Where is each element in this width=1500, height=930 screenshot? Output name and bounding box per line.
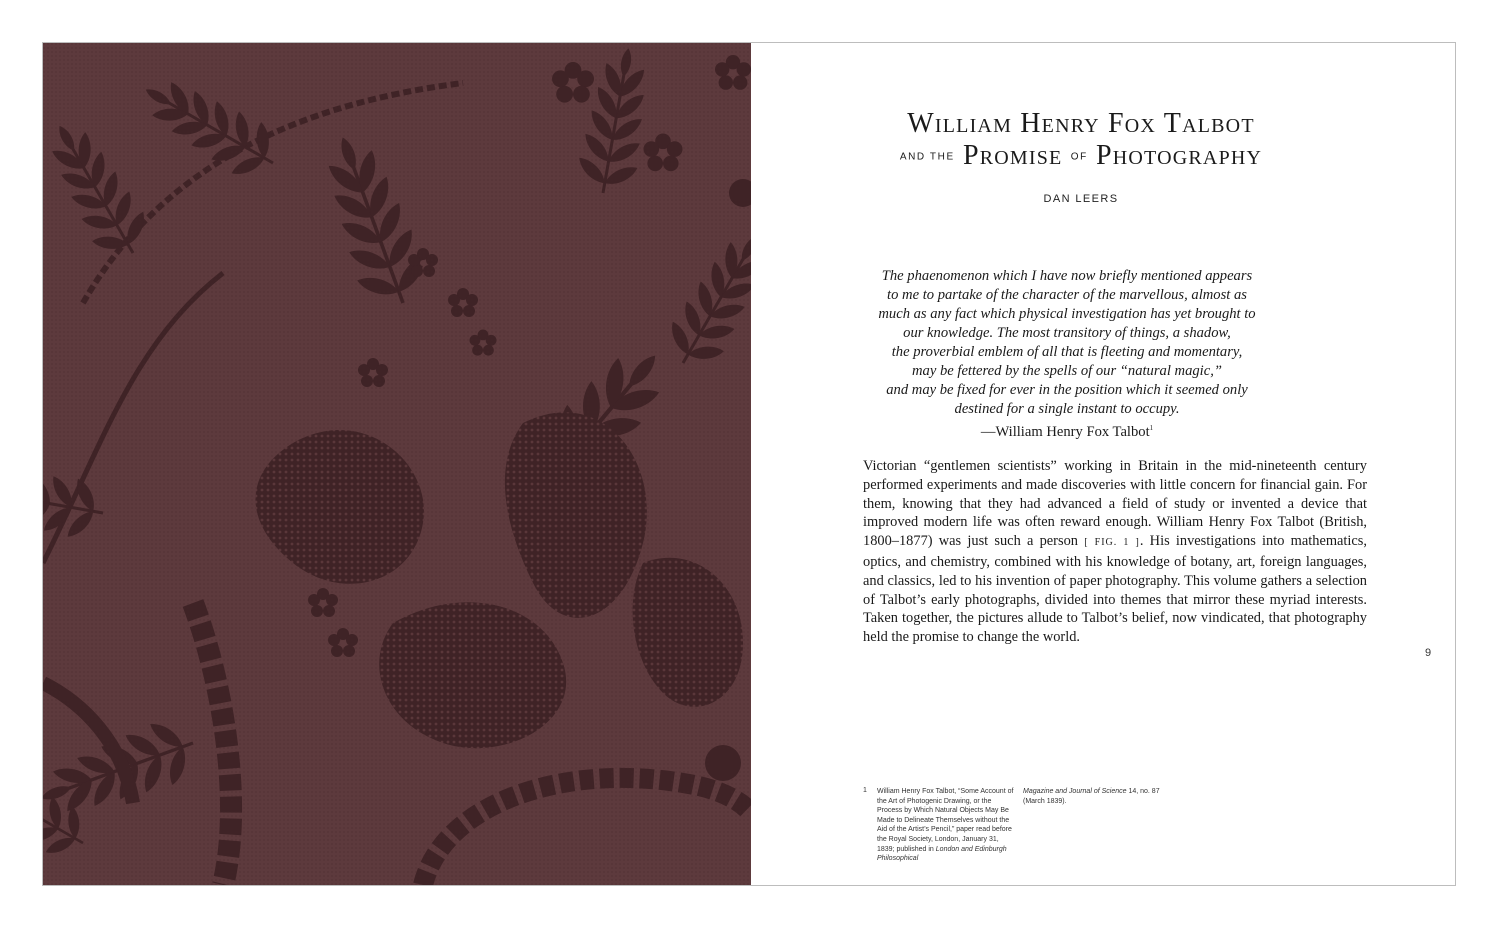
title-line-2: [751, 139, 1411, 175]
attribution-text: —William Henry Fox Talbot: [980, 423, 1150, 440]
title-promise: Promise: [962, 140, 1063, 171]
footnote-column-2: [1023, 787, 1163, 806]
footnote-number: 1: [863, 787, 867, 794]
lace-pattern-image: [43, 43, 751, 885]
epigraph-line: may be fettered by the spells of our “natural magic,”: [912, 363, 1222, 379]
epigraph-quote: [817, 267, 1317, 442]
footnote-column-1: [877, 787, 1017, 864]
title-line-1: [751, 107, 1411, 141]
footnote-text-cont: 14, no. 87 (March 1839).: [1023, 788, 1160, 805]
footnote-italic-title: London and Edinburgh Philosophical: [877, 845, 1007, 863]
title-main: William Henry Fox Talbot: [907, 108, 1255, 139]
body-paragraph: [863, 457, 1367, 647]
epigraph-line: and may be fixed for ever in the position which it seemed only: [886, 382, 1248, 398]
epigraph-line: much as any fact which physical investigation has yet brought to: [878, 306, 1256, 322]
figure-reference: [ FIG. 1 ]: [1084, 537, 1140, 549]
title-and-the: AND THE: [899, 151, 955, 163]
epigraph-line: to me to partake of the character of the marvellous, almost as: [887, 287, 1247, 303]
epigraph-line: the proverbial emblem of all that is fleeting and momentary,: [891, 344, 1243, 360]
epigraph-line: The phaenomenon which I have now briefly mentioned appears: [881, 268, 1253, 284]
body-text-part-2: . His investigations into mathematics, optics, and chemistry, combined with his knowledge of botany, art, foreign languages, and classics, led to his invention of paper photography. This volume gathers a selection of Talbot’s early photographs, divided into themes that mirror these myriad interests. Taken together, the pictures allude to Talbot’s belief, now vindicated, that photography held the promise to change the world.: [863, 533, 1367, 646]
title-photography: Photography: [1095, 140, 1263, 171]
book-spread: [42, 42, 1456, 886]
epigraph-line: our knowledge. The most transitory of things, a shadow,: [903, 325, 1231, 341]
epigraph-attribution: [817, 419, 1317, 442]
footnote-marker: 1: [1149, 424, 1154, 432]
page-number: 9: [1425, 647, 1432, 659]
body-text-part-1: Victorian “gentlemen scientists” working in Britain in the mid-nineteenth century performed experiments and made discoveries with little concern for financial gain. For them, knowing that they had advanced a field of study or invented a device that improved modern life was often reward enough. William Henry Fox Talbot (British, 1800–1877) was just such a person: [863, 458, 1367, 550]
footnote-italic-title-cont: Magazine and Journal of Science: [1023, 788, 1127, 795]
footnote-text: William Henry Fox Talbot, “Some Account of the Art of Photogenic Drawing, or the Process by Which Natural Objects May Be Made to Delineate Themselves without the Aid of the Artist’s Pencil,” paper read before the Royal Society, London, January 31, 1839; published in: [877, 788, 1014, 853]
text-page: [751, 43, 1455, 885]
chapter-title: [751, 107, 1411, 175]
lace-image-page: [43, 43, 751, 885]
author-name: DAN LEERS: [1043, 193, 1119, 205]
epigraph-line: destined for a single instant to occupy.: [954, 401, 1180, 417]
title-of: OF: [1070, 151, 1088, 163]
